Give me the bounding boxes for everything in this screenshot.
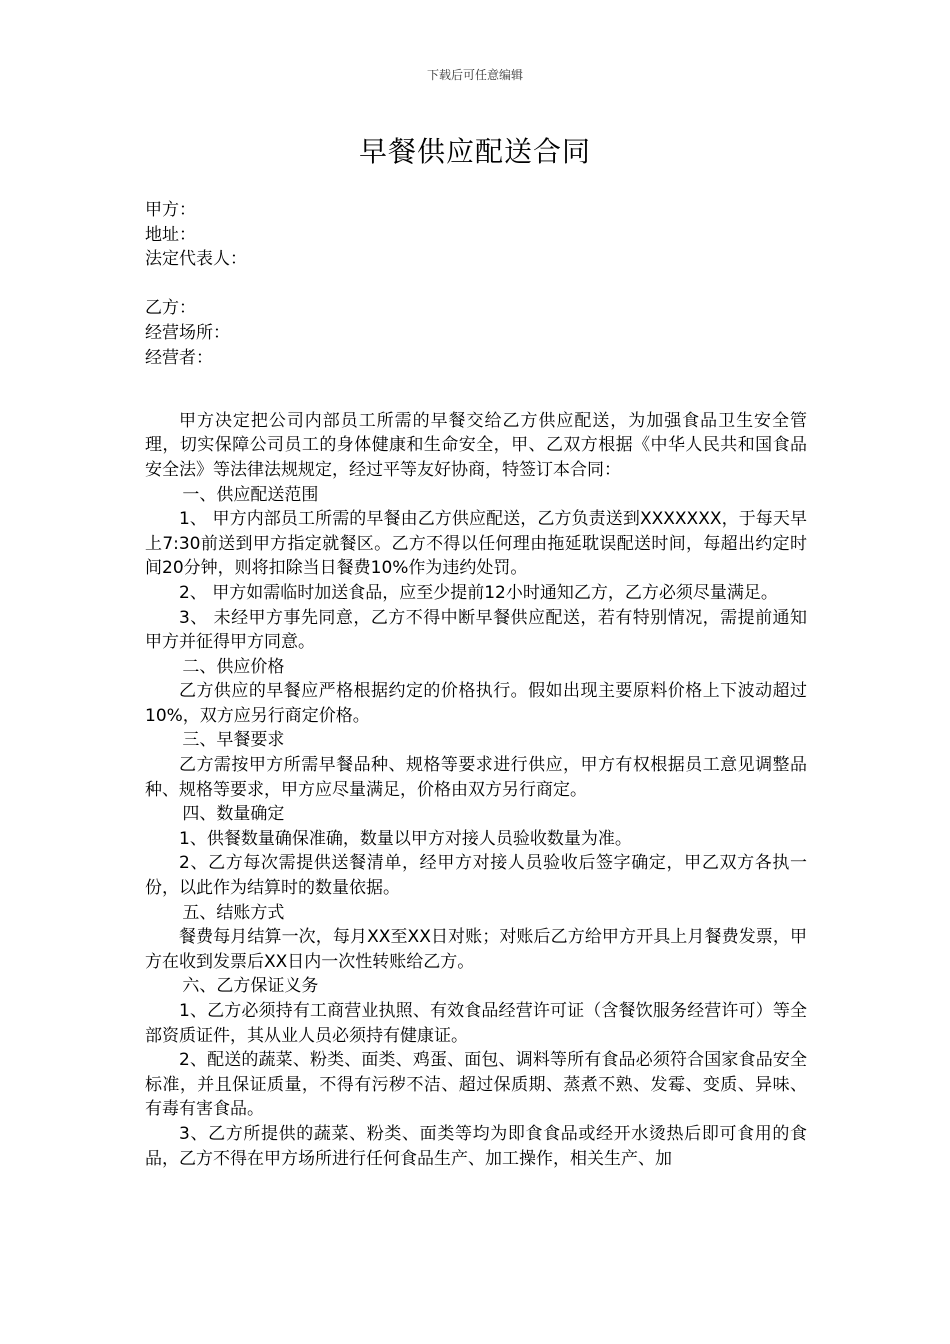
clause: 1、供餐数量确保准确，数量以甲方对接人员验收数量为准。 [179, 828, 632, 849]
clause: 餐费每月结算一次，每月XX至XX日对账；对账后乙方给甲方开具上月餐费发票，甲方在收到发票后XX日内一次性转账给乙方。 [145, 927, 807, 972]
clause: 乙方供应的早餐应严格根据约定的价格执行。假如出现主要原料价格上下波动超过10%，双方应另行商定价格。 [145, 681, 807, 726]
header-note: 下载后可任意编辑 [426, 68, 523, 82]
contract-body [145, 198, 807, 1171]
party-b-name: 乙方： [145, 298, 196, 319]
section-heading: 六、乙方保证义务 [182, 976, 319, 997]
section-heading: 四、数量确定 [182, 804, 285, 825]
clause: 2、乙方每次需提供送餐清单，经甲方对接人员验收后签字确定，甲乙双方各执一份，以此作为结算时的数量依据。 [145, 853, 807, 899]
party-a-name: 甲方： [145, 200, 196, 220]
clause: 3、 未经甲方事先同意，乙方不得中断早餐供应配送，若有特别情况，需提前通知甲方并征得甲方同意。 [145, 607, 807, 653]
section-heading: 二、供应价格 [182, 656, 285, 677]
section-heading: 一、供应配送范围 [182, 484, 319, 505]
party-a-address: 地址： [145, 224, 196, 245]
preamble: 甲方决定把公司内部员工所需的早餐交给乙方供应配送，为加强食品卫生安全管理，切实保障公司员工的身体健康和生命安全，甲、乙双方根据《中华人民共和国食品安全法》等法律法规规定，经过平等友好协商，特签订本合同： [145, 410, 807, 480]
document-title: 早餐供应配送合同 [358, 135, 591, 168]
party-a-legal-rep: 法定代表人： [145, 249, 247, 270]
clause: 2、 甲方如需临时加送食品，应至少提前12小时通知乙方，乙方必须尽量满足。 [179, 582, 778, 603]
clause: 1、 甲方内部员工所需的早餐由乙方供应配送，乙方负责送到XXXXXXX，于每天早上7:30前送到甲方指定就餐区。乙方不得以任何理由拖延耽误配送时间，每超出约定时间20分钟，则将扣除当日餐费10%作为违约处罚。 [145, 509, 807, 579]
clause: 1、乙方必须持有工商营业执照、有效食品经营许可证（含餐饮服务经营许可）等全部资质证件，其从业人员必须持有健康证。 [145, 1001, 807, 1046]
party-b-operator: 经营者： [145, 347, 213, 368]
section-heading: 五、结账方式 [182, 902, 285, 923]
clause: 3、乙方所提供的蔬菜、粉类、面类等均为即食食品或经开水烫热后即可食用的食品，乙方不得在甲方场所进行任何食品生产、加工操作，相关生产、加 [145, 1123, 807, 1169]
section-heading: 三、早餐要求 [182, 730, 285, 751]
party-b-place: 经营场所： [145, 322, 230, 343]
clause: 乙方需按甲方所需早餐品种、规格等要求进行供应，甲方有权根据员工意见调整品种、规格等要求，甲方应尽量满足，价格由双方另行商定。 [145, 755, 807, 800]
clause: 2、配送的蔬菜、粉类、面类、鸡蛋、面包、调料等所有食品必须符合国家食品安全标准，并且保证质量，不得有污秽不洁、超过保质期、蒸煮不熟、发霉、变质、异味、有毒有害食品。 [145, 1050, 807, 1120]
